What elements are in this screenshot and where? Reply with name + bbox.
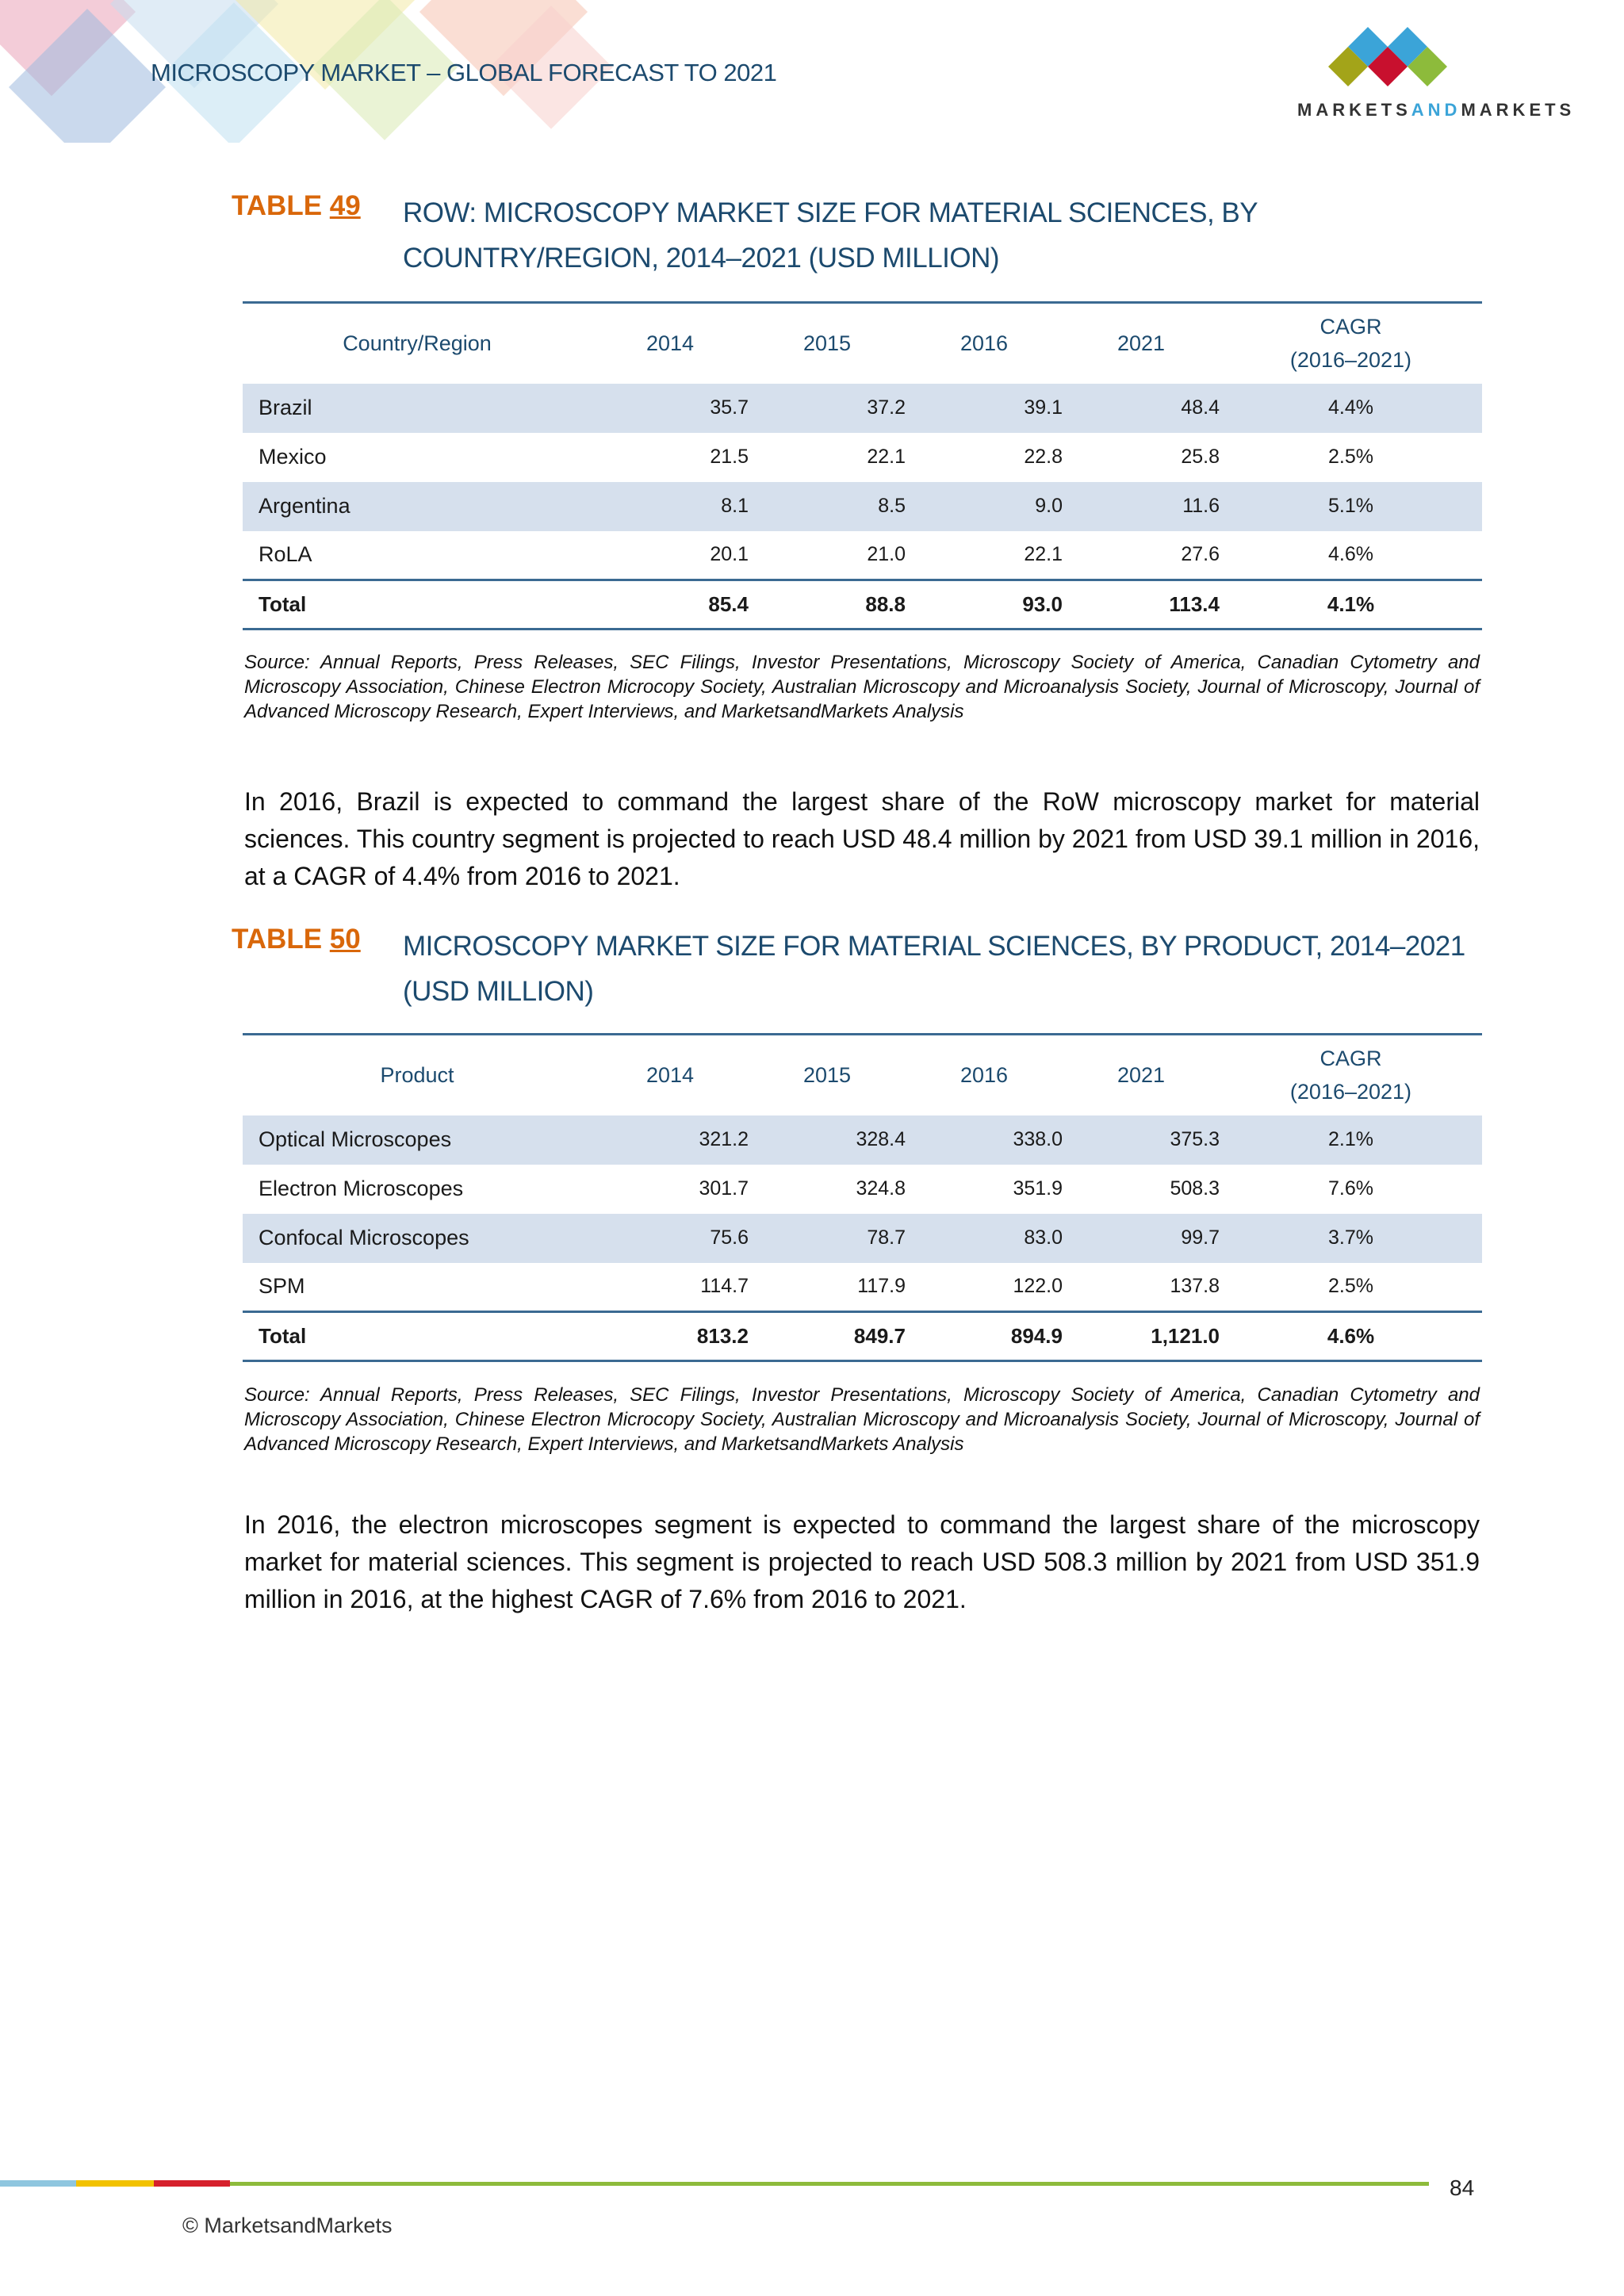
table-row: Electron Microscopes 301.7 324.8 351.9 508.3 7.6% — [259, 1177, 1373, 1200]
table-row: SPM 114.7 117.9 122.0 137.8 2.5% — [259, 1274, 1373, 1299]
table50-label: TABLE 50 — [232, 924, 361, 955]
table-row: Brazil 35.7 37.2 39.1 48.4 4.4% — [243, 384, 1482, 433]
column-header: 2014 — [592, 303, 749, 384]
column-header: 2016 — [906, 303, 1063, 384]
table-row: Argentina 8.1 8.5 9.0 11.6 5.1% — [243, 482, 1482, 531]
column-header: 2021 — [1063, 303, 1220, 384]
footer-bar-segment — [154, 2180, 230, 2187]
column-header: 2015 — [749, 303, 906, 384]
footer-bar-line — [230, 2182, 1429, 2186]
column-header: Country/Region — [243, 303, 592, 384]
table-row: Confocal Microscopes 75.6 78.7 83.0 99.7 3.7% — [243, 1214, 1482, 1263]
column-header: Product — [243, 1035, 592, 1115]
table-row: RoLA 20.1 21.0 22.1 27.6 4.6% — [259, 542, 1373, 567]
column-header-cagr: CAGR (2016–2021) — [1220, 303, 1482, 384]
table-total-row: Total 85.4 88.8 93.0 113.4 4.1% — [243, 580, 1482, 629]
paragraph-brazil: In 2016, Brazil is expected to command the largest share of the RoW microscopy market for material sciences. This country segment is projected to reach USD 48.4 million by 2021 from USD 39.1 million in 2016, at a CAGR of 4.4% from 2016 to 2021. — [244, 787, 1480, 890]
footer-bar-segment — [0, 2180, 76, 2187]
column-header: 2021 — [1063, 1035, 1220, 1115]
table49-title: ROW: MICROSCOPY MARKET SIZE FOR MATERIAL SCIENCES, BY COUNTRY/REGION, 2014–2021 (USD MILLION) — [403, 197, 1258, 274]
column-header: 2014 — [592, 1035, 749, 1115]
table-total-row: Total 813.2 849.7 894.9 1,121.0 4.6% — [243, 1312, 1482, 1361]
document-title: MICROSCOPY MARKET – GLOBAL FORECAST TO 2021 — [151, 59, 777, 86]
table50-title: MICROSCOPY MARKET SIZE FOR MATERIAL SCIENCES, BY PRODUCT, 2014–2021 (USD MILLION) — [403, 931, 1465, 1007]
page-number: 84 — [1450, 2175, 1475, 2200]
paragraph-electron: In 2016, the electron microscopes segment is expected to command the largest share of the microscopy market for material sciences. This segment is projected to reach USD 508.3 million by 2021 from USD 351.9 million in 2016, at the highest CAGR of 7.6% from 2016 to 2021. — [244, 1510, 1480, 1613]
table-header-row — [243, 1035, 1482, 1115]
table49-source-note: Source: Annual Reports, Press Releases, SEC Filings, Investor Presentations, Microscopy Society of America, Canadian Cytometry and Microscopy Association, Chinese Electron Microcopy Society, Australian Microscopy and Microanalysis Society, Journal of Microscopy, Journal of Advanced Microscopy Research, Expert Interviews, and MarketsandMarkets Analysis — [244, 652, 1480, 722]
table50 — [243, 1033, 1482, 1362]
footer-bar-segment — [76, 2180, 154, 2187]
table49-label: TABLE 49 — [232, 190, 361, 221]
table49 — [243, 301, 1482, 630]
column-header: 2016 — [906, 1035, 1063, 1115]
column-header-cagr: CAGR (2016–2021) — [1220, 1035, 1482, 1115]
logo-wordmark: MARKETSANDMARKETS — [1297, 100, 1576, 120]
column-header: 2015 — [749, 1035, 906, 1115]
copyright: © MarketsandMarkets — [182, 2214, 393, 2237]
table50-source-note: Source: Annual Reports, Press Releases, SEC Filings, Investor Presentations, Microscopy Society of America, Canadian Cytometry and Microscopy Association, Chinese Electron Microcopy Society, Australian Microscopy and Microanalysis Society, Journal of Microscopy, Journal of Advanced Microscopy Research, Expert Interviews, and MarketsandMarkets Analysis — [244, 1384, 1480, 1455]
table-header-row — [243, 303, 1482, 384]
table-row: Optical Microscopes 321.2 328.4 338.0 375.3 2.1% — [243, 1115, 1482, 1165]
table-row: Mexico 21.5 22.1 22.8 25.8 2.5% — [259, 445, 1373, 469]
